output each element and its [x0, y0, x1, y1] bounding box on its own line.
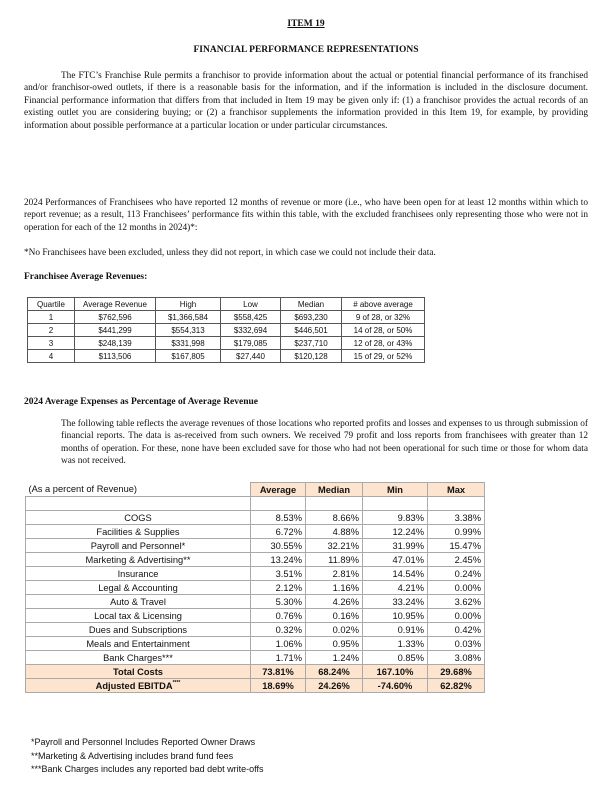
row-label: Total Costs: [26, 665, 251, 679]
table-cell: 0.16%: [306, 609, 363, 623]
table-cell: 1.16%: [306, 581, 363, 595]
page-title: ITEM 19: [287, 19, 325, 29]
table-cell: 62.82%: [428, 679, 485, 693]
table-cell: 47.01%: [363, 553, 428, 567]
table-cell: 32.21%: [306, 539, 363, 553]
table-cell: 8.66%: [306, 511, 363, 525]
table-cell: 5.30%: [251, 595, 306, 609]
section-subtitle: FINANCIAL PERFORMANCE REPRESENTATIONS: [193, 45, 419, 55]
table-cell: $332,694: [221, 324, 281, 337]
table-cell: $558,425: [221, 311, 281, 324]
revenue-table: [27, 297, 425, 363]
ebitda-label: Adjusted EBITDA: [95, 680, 173, 691]
total-costs-row: [26, 665, 485, 679]
table-cell: 12 of 28, or 43%: [342, 337, 425, 350]
table-row: [28, 324, 425, 337]
header-cell: Average: [251, 483, 306, 497]
table-cell: 0.95%: [306, 637, 363, 651]
table-cell: $554,313: [156, 324, 221, 337]
table-cell: 2.81%: [306, 567, 363, 581]
table-cell: 31.99%: [363, 539, 428, 553]
table-cell: $179,085: [221, 337, 281, 350]
header-cell: Min: [363, 483, 428, 497]
table-cell: $441,299: [75, 324, 156, 337]
table-cell: 0.76%: [251, 609, 306, 623]
adjusted-ebitda-row: [26, 679, 485, 693]
table-cell: 4: [28, 350, 75, 363]
table-cell: $1,366,584: [156, 311, 221, 324]
table-cell: 0.85%: [363, 651, 428, 665]
table-cell: 68.24%: [306, 665, 363, 679]
table-cell: 1.24%: [306, 651, 363, 665]
table-cell: 0.03%: [428, 637, 485, 651]
table-cell: 3.51%: [251, 567, 306, 581]
table-cell: 3.08%: [428, 651, 485, 665]
table-cell: 15.47%: [428, 539, 485, 553]
footnote: ***Bank Charges includes any reported bad debt write-offs: [31, 764, 264, 774]
table-cell: -74.60%: [363, 679, 428, 693]
table-cell: 15 of 29, or 52%: [342, 350, 425, 363]
table-cell: 18.69%: [251, 679, 306, 693]
table-header-row: [28, 298, 425, 311]
row-label: Insurance: [26, 567, 251, 581]
revenues-heading: Franchisee Average Revenues:: [24, 272, 148, 282]
table-cell: 0.00%: [428, 581, 485, 595]
table-cell: 4.88%: [306, 525, 363, 539]
table-cell: 2: [28, 324, 75, 337]
table-cell: $762,596: [75, 311, 156, 324]
table-cell: 0.00%: [428, 609, 485, 623]
row-label: [26, 679, 251, 693]
row-label: Dues and Subscriptions: [26, 623, 251, 637]
table-cell: 1.33%: [363, 637, 428, 651]
table-cell: $120,128: [281, 350, 342, 363]
blank-row: [26, 497, 485, 511]
table-cell: 29.68%: [428, 665, 485, 679]
exclusion-note: *No Franchisees have been excluded, unless they did not report, in which case we could not include their data.: [24, 248, 436, 258]
expenses-heading: 2024 Average Expenses as Percentage of Average Revenue: [24, 397, 259, 407]
table-row: [26, 525, 485, 539]
table-cell: $693,230: [281, 311, 342, 324]
table-row: [28, 350, 425, 363]
header-cell: # above average: [342, 298, 425, 311]
table-cell: 13.24%: [251, 553, 306, 567]
table-row: [26, 511, 485, 525]
table-cell: 0.42%: [428, 623, 485, 637]
table-cell: 11.89%: [306, 553, 363, 567]
header-cell: Average Revenue: [75, 298, 156, 311]
row-label: Facilities & Supplies: [26, 525, 251, 539]
table-row: [26, 581, 485, 595]
table-cell: 0.24%: [428, 567, 485, 581]
table-cell: 12.24%: [363, 525, 428, 539]
table-row: [26, 539, 485, 553]
table-header-row: [26, 483, 485, 497]
table-cell: 2.12%: [251, 581, 306, 595]
row-label: Local tax & Licensing: [26, 609, 251, 623]
row-label: Marketing & Advertising**: [26, 553, 251, 567]
header-cell: Quartile: [28, 298, 75, 311]
table-row: [28, 311, 425, 324]
footnote: **Marketing & Advertising includes brand fund fees: [31, 750, 234, 761]
table-cell: 4.21%: [363, 581, 428, 595]
row-label: Payroll and Personnel*: [26, 539, 251, 553]
table-row: [26, 651, 485, 665]
table-cell: 30.55%: [251, 539, 306, 553]
intro-paragraph: The FTC’s Franchise Rule permits a franchisor to provide information about the actual or potential financial performance of its franchised and/or franchisor-owed outlets, if there is a reasonable basis for the information, and if the information is included in the disclosure document. Financial performance information that differs from that included in Item 19 may be given only if: (1) a franchisor provides the actual records of an existing outlet you are considering buying; or (2) a franchisor supplements the information provided in this Item 19, for example, by providing information about possible performance at a particular location or under particular circumstances.: [24, 71, 588, 131]
footnote: *Payroll and Personnel Includes Reported Owner Draws: [31, 737, 256, 747]
table-cell: 3.62%: [428, 595, 485, 609]
table-cell: $113,506: [75, 350, 156, 363]
table-cell: 10.95%: [363, 609, 428, 623]
table-cell: 4.26%: [306, 595, 363, 609]
table-cell: 3: [28, 337, 75, 350]
table-cell: 14 of 28, or 50%: [342, 324, 425, 337]
table-cell: 14.54%: [363, 567, 428, 581]
row-label: COGS: [26, 511, 251, 525]
table-cell: $331,998: [156, 337, 221, 350]
header-cell: Max: [428, 483, 485, 497]
table-cell: 0.02%: [306, 623, 363, 637]
table-cell: 1: [28, 311, 75, 324]
table-row: [26, 553, 485, 567]
header-cell: Low: [221, 298, 281, 311]
table-row: [26, 595, 485, 609]
performance-paragraph: 2024 Performances of Franchisees who have reported 12 months of revenue or more (i.e., who have been open for at least 12 months within which to report revenue; as a result, 113 Franchisees’ performance fits within this table, with the excluded franchisees only representing those who were not in operation for each of the 12 months in 2024)*:: [24, 198, 588, 233]
expenses-paragraph: The following table reflects the average revenues of those locations who reported profits and losses and expenses to us through submission of financial reports. The data is as-received from such owners. We received 79 profit and loss reports from franchisees with greater than 12 months of operation. For these, none have been excluded save for those who had not been operational for such time or those for whom data was not received.: [61, 419, 588, 467]
expense-table: [25, 482, 485, 693]
table-cell: 3.38%: [428, 511, 485, 525]
footnotes: [31, 736, 263, 777]
header-cell: High: [156, 298, 221, 311]
table-row: [26, 637, 485, 651]
header-cell: Median: [281, 298, 342, 311]
table-cell: 167.10%: [363, 665, 428, 679]
row-label: Bank Charges***: [26, 651, 251, 665]
row-label: Legal & Accounting: [26, 581, 251, 595]
table-cell: $167,805: [156, 350, 221, 363]
table-cell: 33.24%: [363, 595, 428, 609]
table-cell: 8.53%: [251, 511, 306, 525]
table-cell: 24.26%: [306, 679, 363, 693]
table-row: [26, 609, 485, 623]
table-cell: 6.72%: [251, 525, 306, 539]
table-cell: 9 of 28, or 32%: [342, 311, 425, 324]
table-row: [26, 623, 485, 637]
table-cell: $248,139: [75, 337, 156, 350]
table-row: [26, 567, 485, 581]
table-cell: 9.83%: [363, 511, 428, 525]
table-cell: $27,440: [221, 350, 281, 363]
table-cell: $446,501: [281, 324, 342, 337]
table-caption: (As a percent of Revenue): [26, 483, 251, 497]
row-label: Auto & Travel: [26, 595, 251, 609]
table-cell: 73.81%: [251, 665, 306, 679]
table-cell: 1.06%: [251, 637, 306, 651]
table-cell: 0.91%: [363, 623, 428, 637]
table-row: [28, 337, 425, 350]
row-label: Meals and Entertainment: [26, 637, 251, 651]
table-cell: 0.99%: [428, 525, 485, 539]
table-cell: 0.32%: [251, 623, 306, 637]
table-cell: 1.71%: [251, 651, 306, 665]
footnote-marker: ****: [172, 679, 181, 686]
table-cell: 2.45%: [428, 553, 485, 567]
header-cell: Median: [306, 483, 363, 497]
table-cell: $237,710: [281, 337, 342, 350]
